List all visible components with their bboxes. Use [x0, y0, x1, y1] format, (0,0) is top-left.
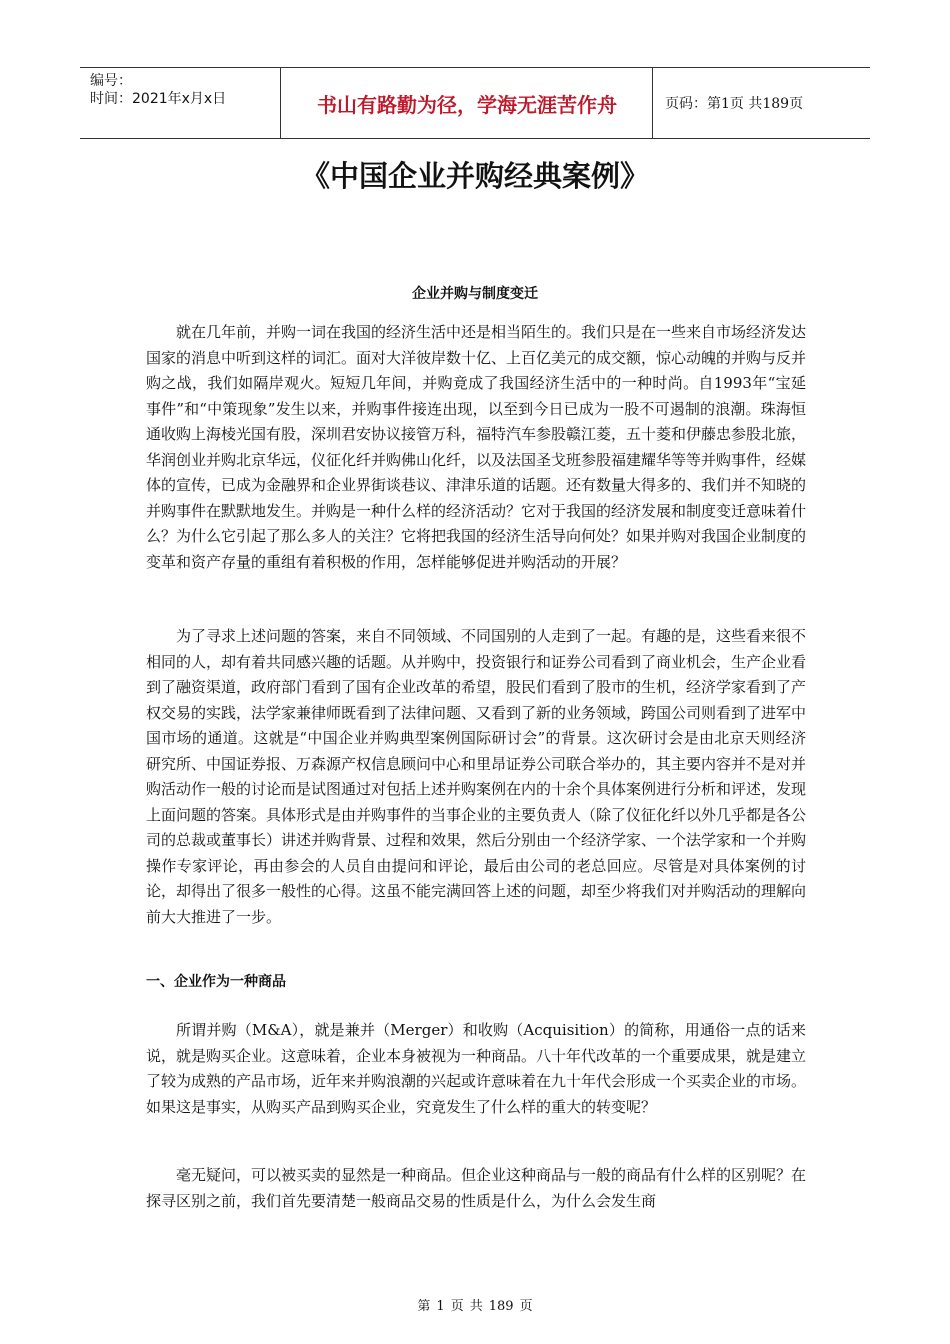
section-subtitle: 企业并购与制度变迁	[412, 286, 538, 302]
header-left-cell	[80, 68, 281, 138]
footer-ye2: 页	[519, 1299, 533, 1314]
number-label: 编号：	[90, 73, 132, 89]
paragraph-3: 所谓并购（M&A），就是兼并（Merger）和收购（Acquisition）的简称，用通俗一点的话来说，就是购买企业。这意味着，企业本身被视为一种商品。八十年代改革的一个重要成果，就是建立了较为成熟的产品市场，近年来并购浪潮的兴起或许意味着在九十年代会形成一个买卖企业的市场。如果这是事实，从购买产品到购买企业，究竟发生了什么样的重大的转变呢？	[146, 1021, 807, 1116]
section-heading: 一、企业作为一种商品	[146, 974, 286, 990]
document-title: 《中国企业并购经典案例》	[300, 159, 649, 193]
paragraph-2: 为了寻求上述问题的答案，来自不同领域、不同国别的人走到了一起。有趣的是，这些看来很不相同的人，却有着共同感兴趣的话题。从并购中，投资银行和证券公司看到了商业机会，生产企业看到了融资渠道，政府部门看到了国有企业改革的希望，股民们看到了股市的生机，经济学家看到了产权交易的实践，法学家兼律师既看到了法律问题、又看到了新的业务领域，跨国公司则看到了进军中国市场的通道。这就是“中国企业并购典型案例国际研讨会”的背景。这次研讨会是由北京天则经济研究所、中国证券报、万森源产权信息顾问中心和里昂证券公司联合举办的，其主要内容并不是对并购活动作一般的讨论而是试图通过对包括上述并购案例在内的十余个具体案例进行分析和评述，发现上面问题的答案。具体形式是由并购事件的当事企业的主要负责人（除了仪征化纤以外几乎都是各公司的总裁或董事长）讲述并购背景、过程和效果，然后分别由一个经济学家、一个法学家和一个并购操作专家评论，再由参会的人员自由提问和评论，最后由公司的老总回应。尽管是对具体案例的讨论，却得出了很多一般性的心得。这虽不能完满回答上述的问题，却至少将我们对并购活动的理解向前大大推进了一步。	[146, 627, 807, 926]
footer-gong: 共	[469, 1299, 483, 1314]
date-label: 时间：2021年x月x日	[90, 91, 227, 107]
footer-di: 第	[417, 1299, 431, 1314]
header-table	[80, 67, 870, 139]
footer-page-number: 1	[436, 1299, 445, 1314]
paragraph-4: 毫无疑问，可以被买卖的显然是一种商品。但企业这种商品与一般的商品有什么样的区别呢？在探寻区别之前，我们首先要清楚一般商品交易的性质是什么，为什么会发生商	[146, 1166, 807, 1210]
page-footer	[0, 1295, 950, 1314]
header-page-label: 页码：第1页 共189页	[665, 96, 804, 112]
footer-total-pages: 189	[488, 1299, 514, 1314]
paragraph-1: 就在几年前，并购一词在我国的经济生活中还是相当陌生的。我们只是在一些来自市场经济发达国家的消息中听到这样的词汇。面对大洋彼岸数十亿、上百亿美元的成交额，惊心动魄的并购与反并购之战，我们如隔岸观火。短短几年间，并购竟成了我国经济生活中的一种时尚。自1993年“宝延事件”和“中策现象”发生以来，并购事件接连出现，以至到今日已成为一股不可遏制的浪潮。珠海恒通收购上海棱光国有股，深圳君安协议接管万科，福特汽车参股赣江菱，五十菱和伊藤忠参股北旅，华润创业并购北京华远，仪征化纤并购佛山化纤，以及法国圣戈班参股福建耀华等等并购事件，经媒体的宣传，已成为金融界和企业界街谈巷议、津津乐道的话题。还有数量大得多的、我们并不知晓的并购事件在默默地发生。并购是一种什么样的经济活动？它对于我国的经济发展和制度变迁意味着什么？为什么它引起了那么多人的关注？它将把我国的经济生活导向何处？如果并购对我国企业制度的变革和资产存量的重组有着积极的作用，怎样能够促进并购活动的开展？	[146, 323, 807, 571]
footer-ye: 页	[450, 1299, 464, 1314]
header-motto: 书山有路勤为径，学海无涯苦作舟	[282, 68, 653, 138]
